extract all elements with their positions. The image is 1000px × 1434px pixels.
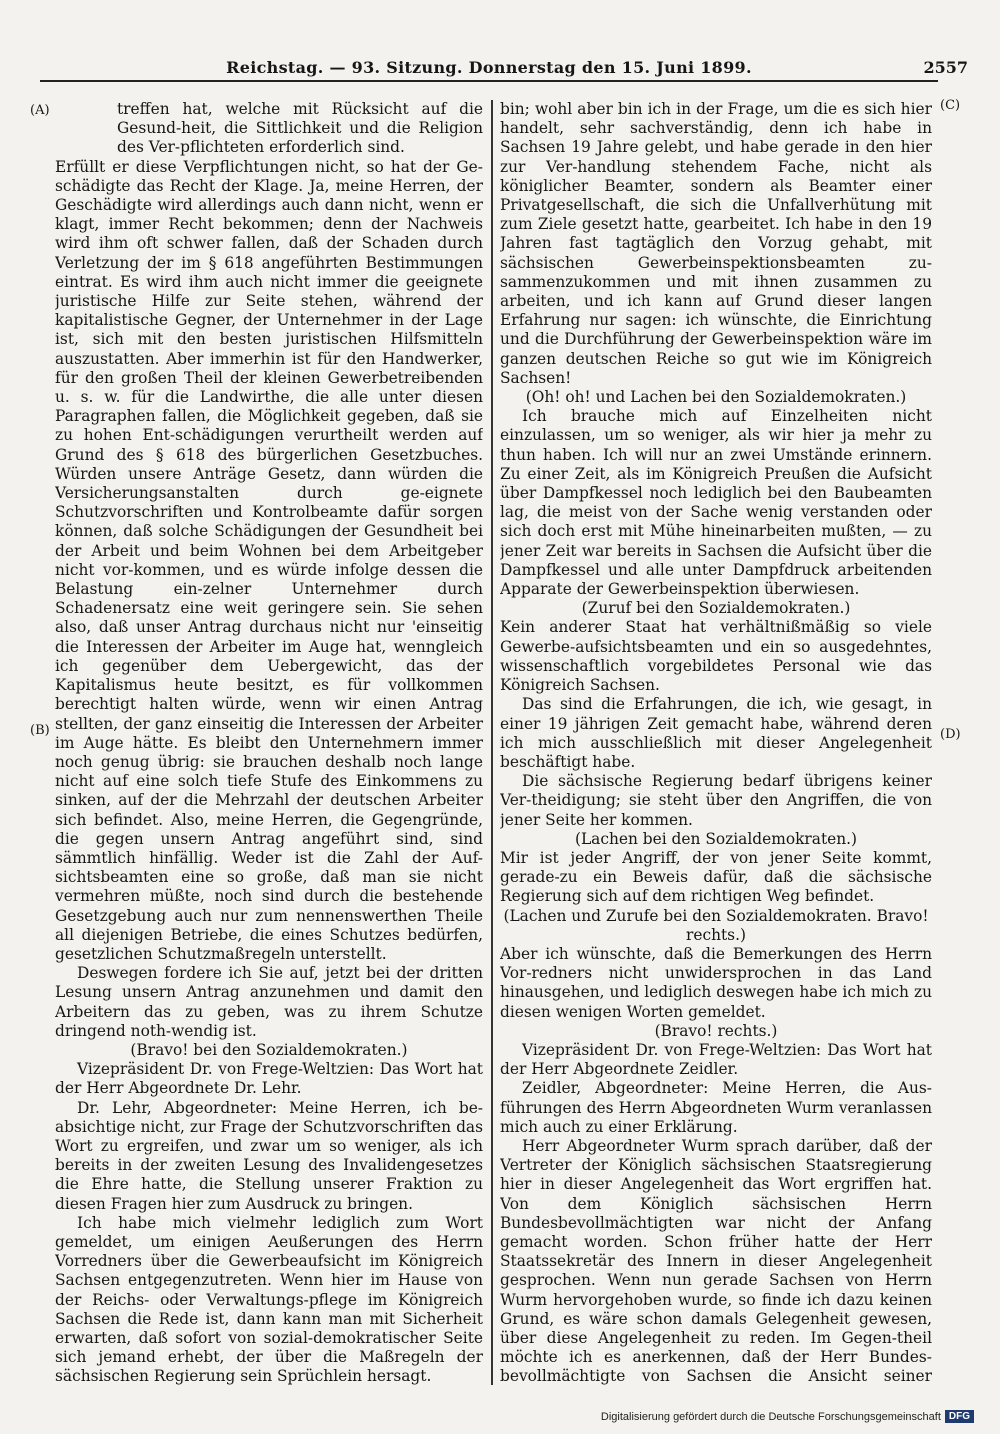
footer-credit: Digitalisierung gefördert durch die Deutsche Forschungsgemeinschaft [600, 1410, 941, 1423]
paragraph: Ich brauche mich auf Einzelheiten nicht einzulassen, um so weniger, als wir hier ja mehr zu thun haben. Ich will nur an zwei Umstände erinnern. Zu einer Zeit, als im Königreich Preußen die Aufsicht über Dampfkessel noch lediglich bei den Baubeamten lag, die meist von der Sache wenig verstanden oder sich doch erst mit Mühe hineinarbeiten mußten, — zu jener Zeit war bereits in Sachsen die Aufsicht über die Dampfkessel und alle unter Dampfdruck arbeitenden Apparate der Gewerbeinspektion überwiesen. [500, 407, 932, 599]
paragraph: Die sächsische Regierung bedarf übrigens keiner Ver-theidigung; sie steht über den Angriffen, die von jener Seite her kommen. [500, 772, 932, 829]
margin-mark-c: (C) [940, 98, 961, 113]
paragraph: Das sind die Erfahrungen, die ich, wie gesagt, in einer 19 jährigen Zeit gemacht habe, während deren ich mich ausschließlich mit dieser Angelegenheit beschäftigt habe. [500, 695, 932, 771]
interjection: (Zuruf bei den Sozialdemokraten.) [581, 599, 851, 618]
margin-mark-d: (D) [940, 727, 961, 742]
margin-mark-b: (B) [30, 723, 50, 738]
paragraph: Zeidler, Abgeordneter: Meine Herren, die Aus-führungen des Herrn Abgeordneten Wurm veranlassen mich auch zu einer Erklärung. [500, 1079, 932, 1136]
running-header [40, 58, 968, 82]
dfg-logo: DFG [945, 1410, 974, 1423]
paragraph: Mir ist jeder Angriff, der von jener Seite kommt, gerade-zu ein Beweis dafür, daß die sächsische Regierung sich auf dem richtigen Weg befindet. [500, 848, 932, 906]
header-title: Reichstag. — 93. Sitzung. Donnerstag den 15. Juni 1899. [226, 58, 752, 77]
margin-mark-a: (A) [30, 103, 50, 118]
left-text-column [55, 100, 483, 1385]
interjection: (Bravo! rechts.) [654, 1021, 778, 1040]
paragraph: Vizepräsident Dr. von Frege-Weltzien: Das Wort hat der Herr Abgeordnete Zeidler. [500, 1040, 932, 1079]
page-number: 2557 [923, 58, 968, 77]
interjection: (Oh! oh! und Lachen bei den Sozialdemokraten.) [525, 388, 907, 407]
paragraph: Vizepräsident Dr. von Frege-Weltzien: Das Wort hat der Herr Abgeordnete Dr. Lehr. [55, 1060, 483, 1098]
paragraph: Ich habe mich vielmehr lediglich zum Wort gemeldet, um einigen Aeußerungen des Herrn Vorredners über die Gewerbeaufsicht im Königreich Sachsen entgegenzutreten. Wenn hier im Hause von der Reichs- oder Verwaltungs-pflege im Königreich Sachsen die Rede ist, dann kann man mit Sicherheit erwarten, daß sofort von sozial-demokratischer Seite sich jemand erhebt, der über die Maßregeln der sächsischen Regierung sein Sprüchlein hersagt. [55, 1213, 483, 1385]
paragraph: Kein anderer Staat hat verhältnißmäßig so viele Gewerbe-aufsichtsbeamten und ein so ausgedehntes, wissenschaftlich vorgebildetes Personal wie das Königreich Sachsen. [500, 618, 932, 695]
paragraph: bin; wohl aber bin ich in der Frage, um die es sich hier handelt, sehr sachverständig, denn ich habe in Sachsen 19 Jahre gelebt, und habe gerade in den hier zur Ver-handlung stehendem Fache, nicht als königlicher Beamter, sondern als Beamter einer Privatgesellschaft, die sich die Unfallverhütung mit zum Ziele gesetzt hatte, gearbeitet. Ich habe in den 19 Jahren fast tagtäglich den Vorzug gehabt, mit sächsischen Gewerbeinspektionsbeamten zu-sammenzukommen und mit ihnen zusammen zu arbeiten, und ich kann auf Grund dieser langen Erfahrung nur sagen: ich wünschte, die Einrichtung und die Durchführung der Gewerbeinspektion wäre im ganzen deutschen Reiche so gut wie im Königreich Sachsen! [500, 100, 932, 387]
interjection: (Lachen und Zurufe bei den Sozialdemokraten. Bravo! rechts.) [503, 906, 929, 944]
column-divider [491, 100, 493, 1385]
paragraph: Deswegen fordere ich Sie auf, jetzt bei der dritten Lesung unsern Antrag anzunehmen und damit den Arbeitern das zu geben, was zu ihrem Schutze dringend noth-wendig ist. [55, 964, 483, 1040]
paragraph: Dr. Lehr, Abgeordneter: Meine Herren, ich be-absichtige nicht, zur Frage der Schutzvorschriften das Wort zu ergreifen, und zwar um so weniger, als ich bereits in der zweiten Lesung des Invalidengesetzes die Ehre hatte, die Stellung unserer Fraktion zu diesen Fragen hier zum Ausdruck zu bringen. [55, 1098, 483, 1213]
interjection: (Bravo! bei den Sozialdemokraten.) [130, 1040, 408, 1059]
paragraph: Herr Abgeordneter Wurm sprach darüber, daß der Vertreter der Königlich sächsischen Staatsregierung hier in dieser Angelegenheit das Wort ergriffen hat. Von dem Königlich sächsischen Herrn Bundesbevollmächtigten war nicht der Anfang gemacht worden. Schon früher hatte der Herr Staatssekretär des Innern in dieser Angelegenheit gesprochen. Wenn nun gerade Sachsen von Herrn Wurm hervorgehoben wurde, so finde ich dazu keinen Grund, es wäre schon damals Gelegenheit gewesen, über diese Angelegenheit zu reden. Im Gegen-theil möchte ich es anerkennen, daß der Herr Bundes-bevollmächtigte von Sachsen die Ansicht seiner [500, 1136, 932, 1385]
digitization-footer [601, 1410, 974, 1423]
paragraph: Aber ich wünschte, daß die Bemerkungen des Herrn Vor-redners nicht unwidersprochen in das Land hinausgehen, und lediglich deswegen habe ich mich zu diesen wenigen Worten gemeldet. [500, 944, 932, 1021]
interjection: (Lachen bei den Sozialdemokraten.) [574, 829, 858, 848]
paragraph: treffen hat, welche mit Rücksicht auf die Gesund-heit, die Sittlichkeit und die Religion des Ver-pflichteten erforderlich sind. [117, 100, 483, 157]
paragraph: Erfüllt er diese Verpflichtungen nicht, so hat der Ge-schädigte das Recht der Klage. Ja, meine Herren, der Geschädigte wird allerdings auch dann nicht, wenn er klagt, immer Recht bekommen; denn der Nachweis wird ihm oft schwer fallen, daß der Schaden durch Verletzung der im § 618 angeführten Bestimmungen eintrat. Es wird ihm auch nicht immer die geeignete juristische Hilfe zur Seite stehen, während der kapitalistische Gegner, der Unternehmer in der Lage ist, sich mit den besten juristischen Hilfsmitteln auszustatten. Aber immerhin ist für den Handwerker, für den großen Theil der kleinen Gewerbetreibenden u. s. w. für die Landwirthe, die alle unter diesen Paragraphen fallen, die Möglichkeit gegeben, daß sie zu hohen Ent-schädigungen verurtheilt werden auf Grund des § 618 des bürgerlichen Gesetzbuches. Würden unsere Anträge Gesetz, dann würden die Versicherungsanstalten durch ge-eignete Schutzvorschriften und Kontrolbeamte dafür sorgen können, daß solche Schädigungen der Gesundheit bei der Arbeit und beim Wohnen bei dem Arbeitgeber nicht vor-kommen, und es würde infolge dessen die Belastung ein-zelner Unternehmer durch Schadenersatz eine weit geringere sein. Sie sehen also, daß unser Antrag durchaus nicht nur 'einseitig die Interessen der Arbeiter im Auge hat, wenngleich ich gegenüber dem Uebergewicht, das der Kapitalismus heute besitzt, es für vollkommen berechtigt halten würde, wenn wir einen Antrag stellten, der ganz einseitig die Interessen der Arbeiter im Auge hätte. Es bleibt den Unternehmern immer noch genug übrig: sie brauchen deshalb noch lange nicht auf eine solch tiefe Stufe des Einkommens zu sinken, auf der die Mehrzahl der deutschen Arbeiter sich befindet. Also, meine Herren, die Gegengründe, die gegen unsern Antrag angeführt sind, sind sämmtlich hinfällig. Weder ist die Zahl der Auf-sichtsbeamten eine so große, daß man sie nicht vermehren müßte, noch sind durch die bestehende Gesetzgebung auch nur zum nennenswerthen Theile all diejenigen Betriebe, die eines Schutzes bedürfen, gesetzlichen Schutzmaßregeln unterstellt. [55, 157, 483, 963]
right-text-column [500, 100, 932, 1385]
